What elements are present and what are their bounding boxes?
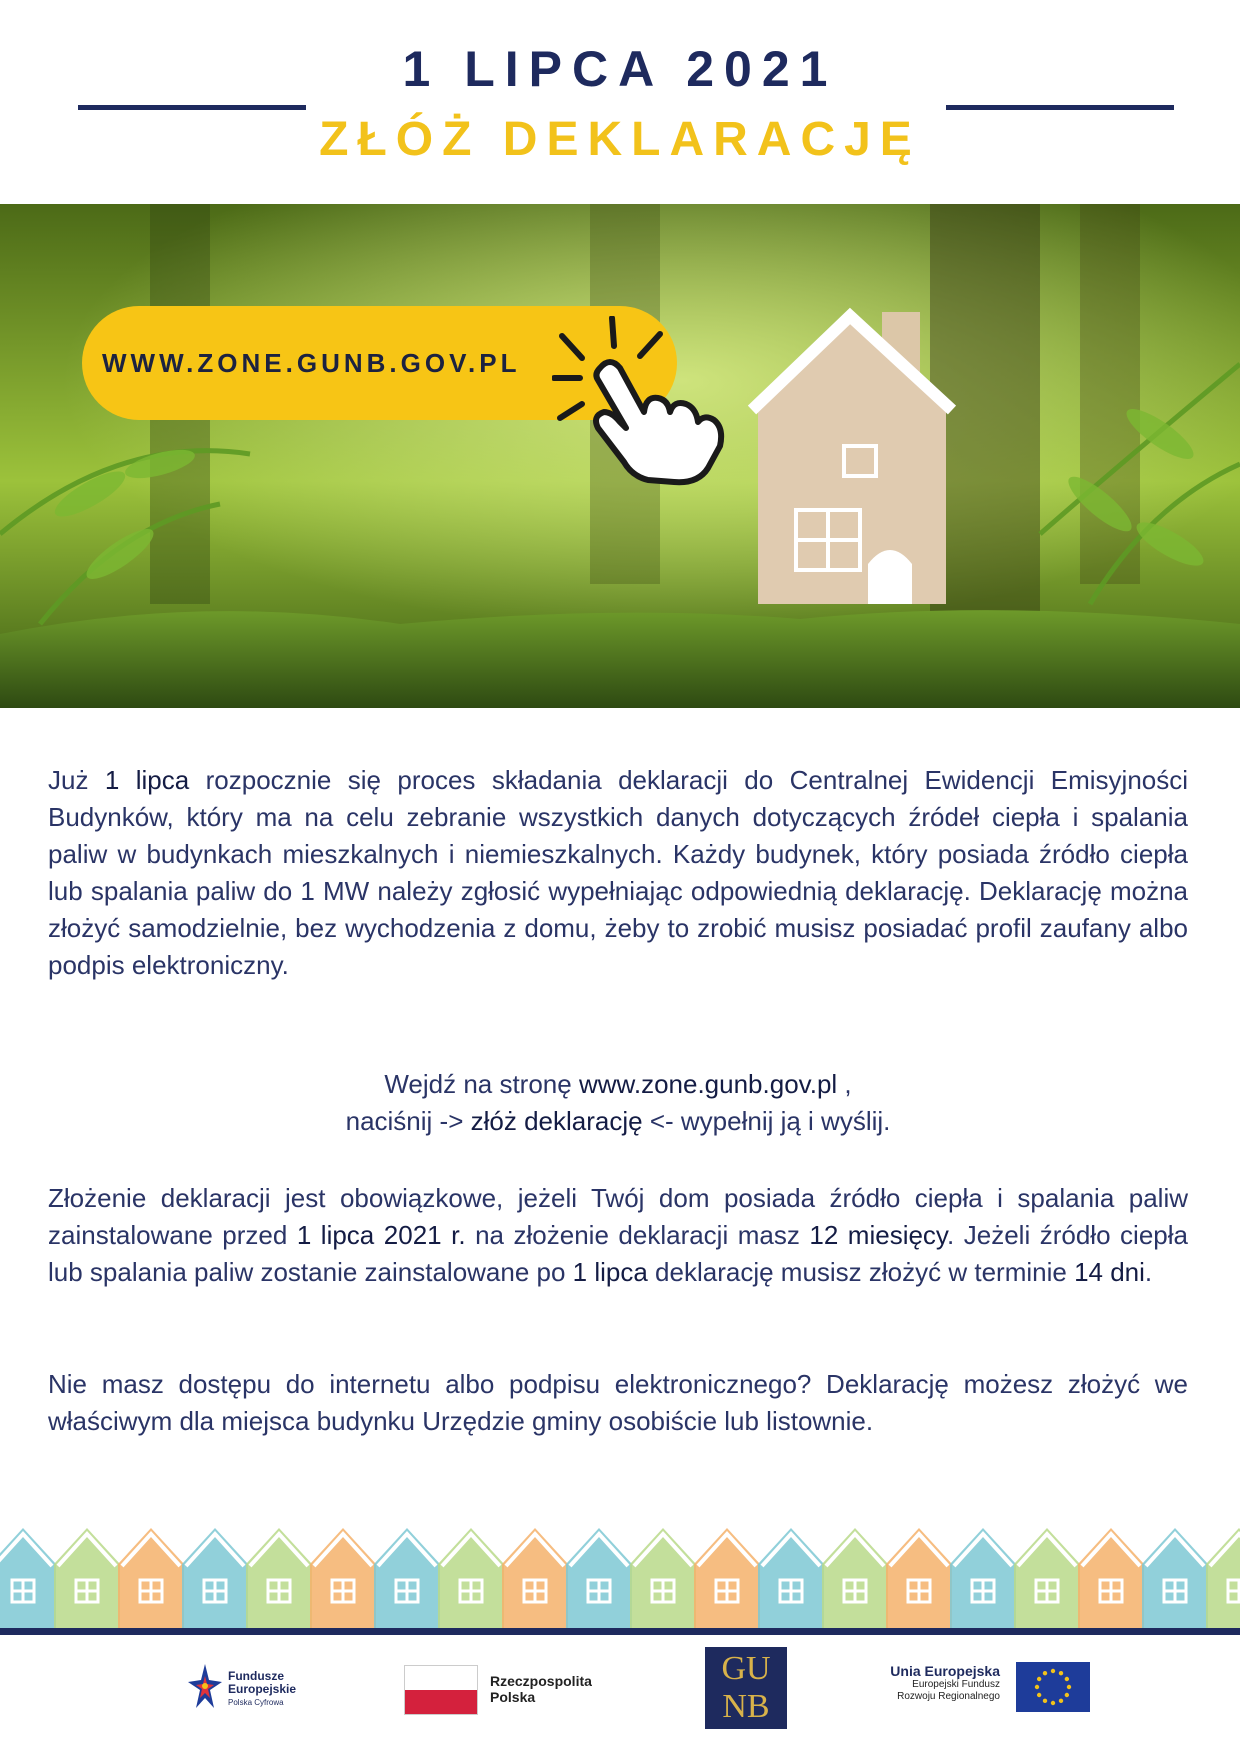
- house-shape: [1206, 1528, 1240, 1628]
- eu-star: [1051, 1701, 1055, 1705]
- eu-flag-icon: [1016, 1662, 1090, 1712]
- text-run: Już: [48, 765, 105, 795]
- title-call-to-action: ZŁÓŻ DEKLARACJĘ: [319, 113, 921, 166]
- logo-unia-europejska: [870, 1660, 1090, 1716]
- fe-name: Europejskie: [228, 1682, 297, 1696]
- house-shape: [566, 1528, 632, 1628]
- rp-name: Rzeczpospolita: [490, 1673, 592, 1689]
- text-run: Wejdź na stronę: [384, 1069, 579, 1099]
- eu-star: [1065, 1677, 1069, 1681]
- house-shape: [630, 1528, 696, 1628]
- footer-rule: [0, 1628, 1240, 1635]
- rp-name: Polska: [490, 1689, 536, 1705]
- fe-name: Fundusze: [228, 1669, 284, 1683]
- hand-pointer-icon: [552, 316, 732, 486]
- house-shape: [0, 1528, 56, 1628]
- house-shape: [1142, 1528, 1208, 1628]
- polish-flag-icon: [404, 1665, 478, 1715]
- emphasis-date: 1 lipca: [104, 765, 190, 795]
- emphasis-date: 1 lipca 2021 r.: [296, 1220, 466, 1250]
- eu-star: [1065, 1693, 1069, 1697]
- paragraph-obligation: [48, 1180, 1188, 1291]
- header-rule-left: [78, 105, 306, 110]
- eu-star: [1043, 1699, 1047, 1703]
- houses-strip: [0, 1518, 1240, 1628]
- paragraph-intro: [48, 762, 1188, 984]
- text-run: naciśnij ->: [345, 1106, 471, 1136]
- emphasis-date: 1 lipca: [572, 1257, 648, 1287]
- logo-rzeczpospolita-polska: [404, 1665, 634, 1715]
- instruction-line-1: [48, 1066, 1188, 1103]
- emphasis-period: 14 dni: [1074, 1257, 1145, 1287]
- house-shape: [1014, 1528, 1080, 1628]
- gunb-letters: GU: [721, 1650, 771, 1687]
- text-run: <- wypełnij ją i wyślij.: [642, 1106, 891, 1136]
- url-link[interactable]: WWW.ZONE.GUNB.GOV.PL: [102, 348, 521, 378]
- fe-program: Polska Cyfrowa: [228, 1698, 284, 1707]
- house-shape: [246, 1528, 312, 1628]
- house-shape: [694, 1528, 760, 1628]
- houses-illustration: [0, 1518, 1240, 1628]
- emphasis-period: 12 miesięcy: [809, 1220, 948, 1250]
- text-run: deklarację musisz złożyć w terminie: [647, 1257, 1075, 1287]
- text-run: na złożenie deklaracji masz: [465, 1220, 810, 1250]
- ue-fund: Rozwoju Regionalnego: [897, 1691, 1000, 1702]
- eu-star: [1059, 1699, 1063, 1703]
- logo-fundusze-europejskie: [188, 1660, 318, 1720]
- hero-image: [0, 204, 1240, 708]
- house-shape: [54, 1528, 120, 1628]
- eu-star: [1059, 1671, 1063, 1675]
- house-shape: [118, 1528, 184, 1628]
- eu-star: [1043, 1671, 1047, 1675]
- url-text[interactable]: www.zone.gunb.gov.pl: [578, 1069, 838, 1099]
- house-shape: [182, 1528, 248, 1628]
- text-run: . Jeżeli źródło ciepła lub spalania paliw zostanie zainstalowane po: [48, 1220, 1188, 1287]
- paragraph-alternative: Nie masz dostępu do internetu albo podpisu elektronicznego? Deklarację możesz złożyć we właściwym dla miejsca budynku Urzędzie gminy osobiście lub listownie.: [48, 1369, 1188, 1436]
- text-run: rozpocznie się proces składania deklaracji do Centralnej Ewidencji Emisyjności Budynków, który ma na celu zebranie wszystkich danych dotyczących źródeł ciepła i spalania paliw w budynkach mieszkalnych i niemieszkalnych. Każdy budynek, który posiada źródło ciepła lub spalania paliw do 1 MW należy zgłosić wypełniając odpowiednią deklarację. Deklarację można złożyć samodzielnie, bez wychodzenia z domu, żeby to zrobić musisz posiadać profil zaufany albo podpis elektroniczny.: [48, 765, 1189, 980]
- eu-star: [1067, 1685, 1071, 1689]
- text-run: ,: [837, 1069, 852, 1099]
- house-shape: [950, 1528, 1016, 1628]
- text-run: Złożenie deklaracji jest obowiązkowe, jeżeli Twój dom posiada źródło ciepła i spalania paliw zainstalowane przed: [48, 1183, 1188, 1250]
- emphasis-action: złóż deklarację: [470, 1106, 643, 1136]
- instruction-line-2: [48, 1103, 1188, 1140]
- house-shape: [886, 1528, 952, 1628]
- house-shape: [374, 1528, 440, 1628]
- house-shape: [822, 1528, 888, 1628]
- house-shape: [1078, 1528, 1144, 1628]
- house-shape: [310, 1528, 376, 1628]
- eu-star: [1037, 1677, 1041, 1681]
- house-shape: [758, 1528, 824, 1628]
- text-run: .: [1144, 1257, 1153, 1287]
- eu-star: [1035, 1685, 1039, 1689]
- eu-star: [1037, 1693, 1041, 1697]
- paragraph-instructions: [48, 1066, 1188, 1140]
- fe-star-icon: [188, 1662, 222, 1718]
- eu-star: [1051, 1669, 1055, 1673]
- ue-name: Unia Europejska: [890, 1663, 1000, 1679]
- house-shape: [438, 1528, 504, 1628]
- title-date: 1 LIPCA 2021: [402, 41, 838, 97]
- house-shape: [502, 1528, 568, 1628]
- gunb-letters: NB: [722, 1688, 770, 1725]
- logo-gunb: [705, 1647, 787, 1729]
- ue-fund: Europejski Fundusz: [912, 1679, 1000, 1690]
- header-rule-right: [946, 105, 1174, 110]
